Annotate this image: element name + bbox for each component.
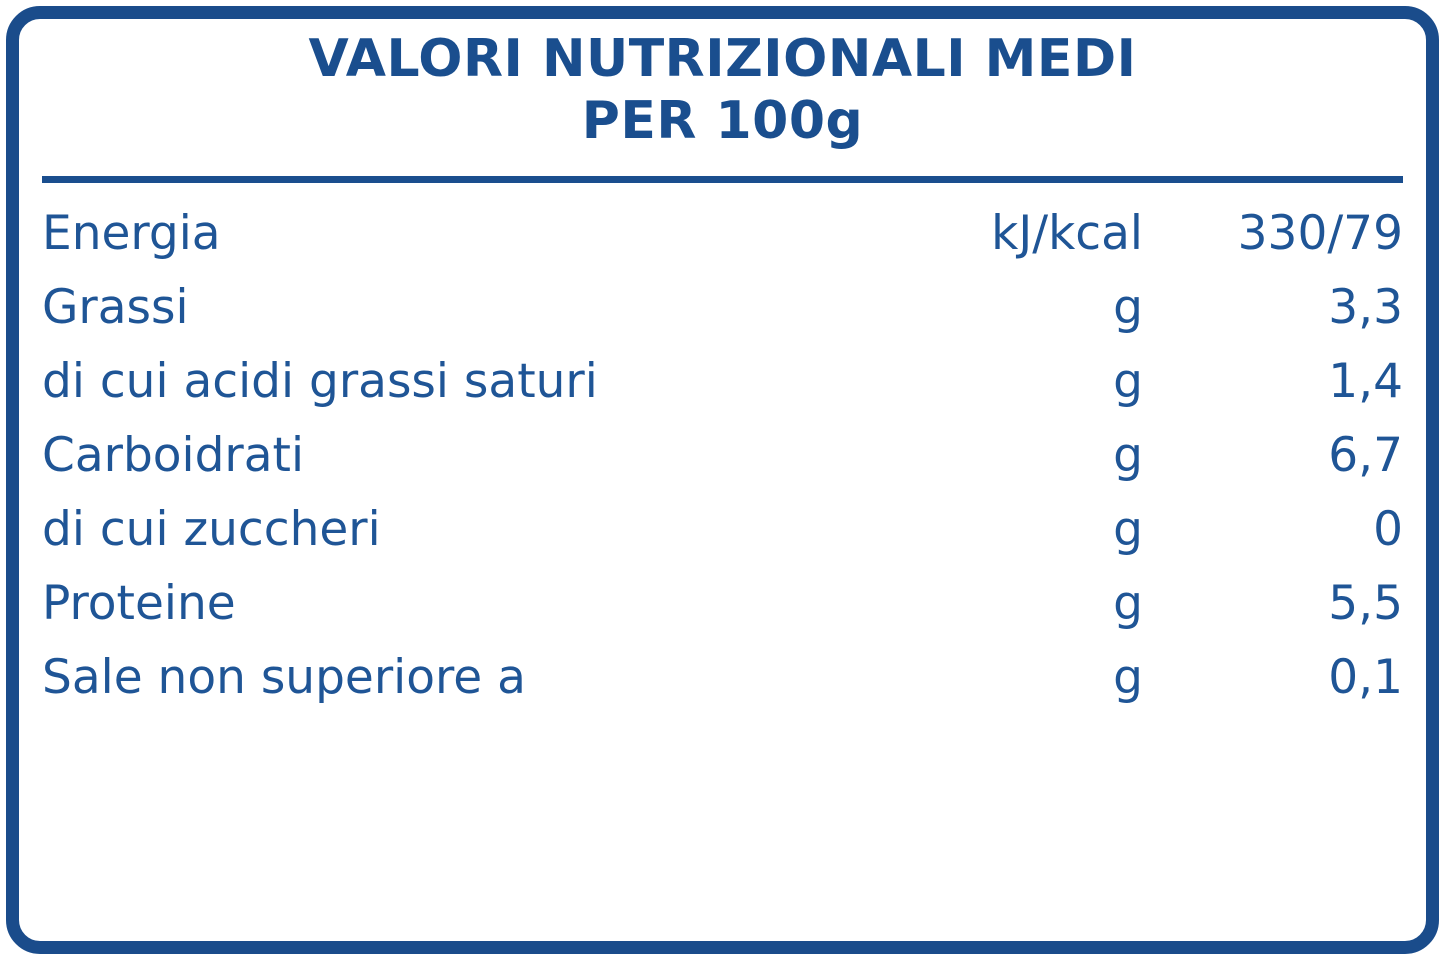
table-row (42, 641, 1403, 715)
table-row (42, 493, 1403, 567)
nutrition-table-body (42, 197, 1403, 715)
nutrient-value: 6,7 (1328, 428, 1403, 483)
nutrient-value: 0,1 (1328, 650, 1403, 705)
nutrient-unit: kJ/kcal (991, 206, 1143, 261)
nutrient-name: di cui zuccheri (42, 502, 381, 557)
table-row (42, 419, 1403, 493)
nutrient-value: 330/79 (1237, 206, 1403, 261)
nutrient-unit: g (1113, 576, 1143, 631)
nutrient-name: Grassi (42, 280, 189, 335)
nutrient-value: 0 (1373, 502, 1403, 557)
nutrient-unit: g (1113, 280, 1143, 335)
table-row (42, 567, 1403, 641)
nutrient-unit: g (1113, 502, 1143, 557)
nutrient-value: 3,3 (1328, 280, 1403, 335)
nutrient-unit: g (1113, 428, 1143, 483)
nutrient-value: 1,4 (1328, 354, 1403, 409)
table-row (42, 345, 1403, 419)
nutrition-table (42, 197, 1403, 715)
nutrient-name: Energia (42, 206, 221, 261)
title-line-secondary: PER 100g (581, 91, 864, 151)
nutrient-name: Carboidrati (42, 428, 305, 483)
nutrient-value: 5,5 (1328, 576, 1403, 631)
table-row (42, 197, 1403, 271)
title-divider (42, 176, 1403, 183)
nutrient-name: Sale non superiore a (42, 650, 526, 705)
nutrient-name: di cui acidi grassi saturi (42, 354, 598, 409)
label-title (42, 28, 1403, 152)
label-content (42, 28, 1403, 932)
nutrient-unit: g (1113, 354, 1143, 409)
nutrient-unit: g (1113, 650, 1143, 705)
title-line-primary: VALORI NUTRIZIONALI MEDI (308, 29, 1137, 89)
table-row (42, 271, 1403, 345)
nutrient-name: Proteine (42, 576, 236, 631)
